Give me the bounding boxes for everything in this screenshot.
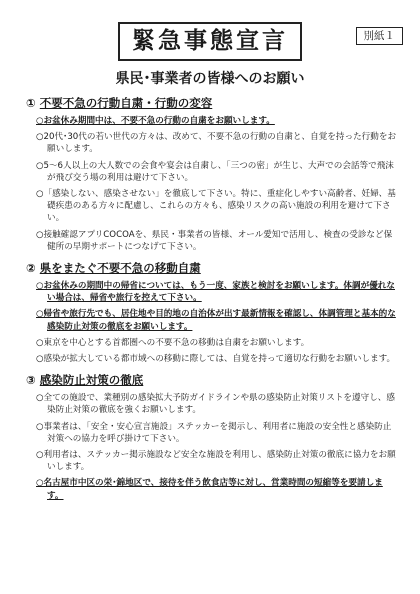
section-3 [26, 373, 398, 502]
list-item: ○東京を中心とする首都圏への不要不急の移動は自粛をお願いします。 [36, 337, 310, 348]
section-title: 不要不急の行動自粛・行動の変容 [39, 96, 213, 110]
list-item: ○「感染しない、感染させない」を徹底して下さい。特に、重症化しやすい高齢者、妊婦、基礎疾患のある方々に配慮し、これらの方々も、感染リスクの高い施設の利用を避けて下さい。 [36, 189, 396, 224]
list-item: ○お盆休み期間中は、不要不急の行動の自粛をお願いします。 [36, 116, 275, 126]
list-item: ○帰省や旅行先でも、居住地や目的地の自治体が出す最新情報を確認し、体調管理と基本的な感染防止対策の徹底をお願いします。 [36, 309, 396, 332]
section-number: ① [26, 96, 36, 110]
content-body [26, 96, 398, 506]
page-title: 緊急事態宣言 [118, 22, 302, 61]
section-title: 県をまたぐ不要不急の移動自粛 [39, 261, 201, 276]
list-item: ○事業者は、「安全・安心宣言施設」ステッカーを掲示し、利用者に施設の安全性と感染防止対策への協力を呼び掛けて下さい。 [36, 421, 392, 444]
list-item: ○接触確認アプリCOCOAを、県民・事業者の皆様、オール愛知で活用し、検査の受診など保健所の早期サポートにつなげて下さい。 [36, 229, 393, 252]
list-item: ○名古屋市中区の栄･錦地区で、接待を伴う飲食店等に対し、営業時間の短縮等を要請します。 [36, 478, 383, 501]
list-item: ○利用者は、ステッカー掲示施設など安全な施設を利用し、感染防止対策の徹底に協力をお願いします。 [36, 450, 396, 473]
section-heading [26, 261, 398, 275]
section-number: ② [26, 261, 36, 276]
list-item: ○感染が拡大している都市域への移動に際しては、自覚を持って適切な行動をお願いします。 [36, 354, 396, 365]
section-title: 感染防止対策の徹底 [39, 373, 144, 388]
section-1 [26, 96, 398, 253]
title-box [0, 22, 420, 61]
section-number: ③ [26, 373, 36, 388]
section-2 [26, 261, 398, 365]
section-heading [26, 96, 398, 110]
list-item: ○全ての施設で、業種別の感染拡大予防ガイドラインや県の感染防止対策リストを遵守し、感染防止対策の徹底を強くお願いします。 [36, 393, 395, 416]
list-item: ○お盆休みの期間中の帰省については、もう一度、家族と検討をお願いします。体調が優れない場合は、帰省や旅行を控えて下さい。 [36, 281, 395, 304]
list-item: ○5～6人以上の大人数での会食や宴会は自粛し、「三つの密」が生じ、大声での会話等で飛沫が飛び交う場の利用は避けて下さい。 [36, 160, 394, 183]
attachment-label: 別紙１ [356, 27, 404, 45]
section-heading [26, 373, 398, 387]
page-subtitle: 県民･事業者の皆様へのお願い [115, 71, 305, 87]
list-item: ○20代･30代の若い世代の方々は、改めて、不要不急の行動の自粛と、自覚を持った行動をお願いします。 [36, 132, 397, 155]
